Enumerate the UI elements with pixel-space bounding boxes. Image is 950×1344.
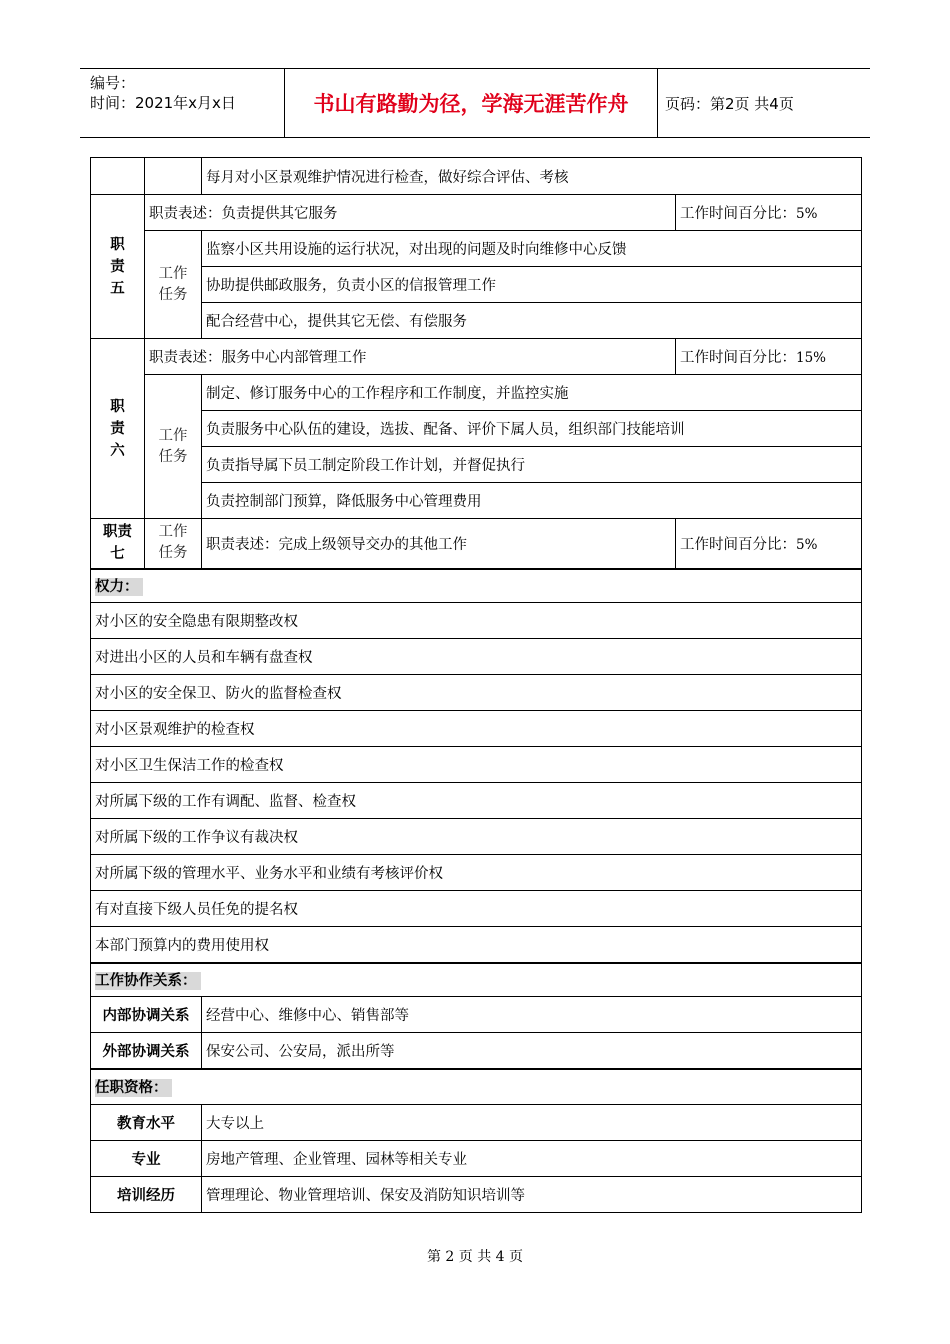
duty6-task-row (91, 447, 862, 483)
duty5-task-2: 协助提供邮政服务，负责小区的信报管理工作 (202, 267, 862, 303)
authority-row (91, 675, 862, 711)
authority-row (91, 891, 862, 927)
authority-item: 对小区卫生保洁工作的检查权 (91, 747, 862, 783)
authority-header-row (91, 569, 862, 603)
authority-item: 对所属下级的工作有调配、监督、检查权 (91, 783, 862, 819)
duty5-task-label: 工作 任务 (145, 231, 202, 339)
authority-row (91, 747, 862, 783)
header-motto: 书山有路勤为径，学海无涯苦作舟 (284, 69, 658, 137)
qualification-title: 任职资格： (91, 1069, 862, 1105)
duty4-task: 每月对小区景观维护情况进行检查，做好综合评估、考核 (202, 158, 862, 195)
duty6-description-row (91, 339, 862, 375)
authority-title: 权力： (91, 569, 862, 603)
duty7-description: 职责表述：完成上级领导交办的其他工作 (202, 519, 676, 569)
authority-item: 对所属下级的工作争议有裁决权 (91, 819, 862, 855)
internal-coordination-value: 经营中心、维修中心、销售部等 (202, 997, 862, 1033)
internal-coordination-label: 内部协调关系 (91, 997, 202, 1033)
training-row (91, 1177, 862, 1213)
authority-row (91, 639, 862, 675)
internal-coordination-row (91, 997, 862, 1033)
duty6-label: 职 责 六 (91, 339, 145, 519)
duty4-label-cell (91, 158, 145, 195)
duty4-task-row (91, 158, 862, 195)
header-page-number: 页码：第2页 共4页 (665, 94, 794, 113)
duty4-task-label-cell (145, 158, 202, 195)
duty6-description: 职责表述：服务中心内部管理工作 (145, 339, 676, 375)
page-footer: 第 2 页 共 4 页 (426, 1249, 524, 1265)
duty5-label: 职 责 五 (91, 195, 145, 339)
major-value: 房地产管理、企业管理、园林等相关专业 (202, 1141, 862, 1177)
duty6-task-4: 负责控制部门预算，降低服务中心管理费用 (202, 483, 862, 519)
duty6-time-percentage: 工作时间百分比：15% (676, 339, 862, 375)
authority-row (91, 927, 862, 963)
qualification-header-row (91, 1069, 862, 1105)
education-value: 大专以上 (202, 1105, 862, 1141)
authority-item: 对小区的安全保卫、防火的监督检查权 (91, 675, 862, 711)
training-label: 培训经历 (91, 1177, 202, 1213)
authority-item: 有对直接下级人员任免的提名权 (91, 891, 862, 927)
cooperation-title: 工作协作关系： (91, 963, 862, 997)
duty6-task-row (91, 483, 862, 519)
duty7-time-percentage: 工作时间百分比：5% (676, 519, 862, 569)
header-meta (80, 69, 284, 137)
external-coordination-row (91, 1033, 862, 1069)
duty6-task-row (91, 375, 862, 411)
duty6-task-3: 负责指导属下员工制定阶段工作计划，并督促执行 (202, 447, 862, 483)
duty5-time-percentage: 工作时间百分比：5% (676, 195, 862, 231)
duty5-task-row (91, 303, 862, 339)
authority-item: 对小区的安全隐患有限期整改权 (91, 603, 862, 639)
authority-item: 对进出小区的人员和车辆有盘查权 (91, 639, 862, 675)
cooperation-header-row (91, 963, 862, 997)
duty5-description-row (91, 195, 862, 231)
authority-row (91, 711, 862, 747)
external-coordination-value: 保安公司、公安局，派出所等 (202, 1033, 862, 1069)
page-header (80, 68, 870, 138)
education-row (91, 1105, 862, 1141)
duty5-task-row (91, 267, 862, 303)
duty5-task-row (91, 231, 862, 267)
duty7-task-label: 工作 任务 (145, 519, 202, 569)
authority-item: 本部门预算内的费用使用权 (91, 927, 862, 963)
document-number-label: 编号： (90, 74, 136, 92)
duty6-task-2: 负责服务中心队伍的建设，选拔、配备、评价下属人员，组织部门技能培训 (202, 411, 862, 447)
document-date: 时间：2021年x月x日 (90, 94, 236, 112)
job-description-table (90, 157, 862, 1213)
major-row (91, 1141, 862, 1177)
education-label: 教育水平 (91, 1105, 202, 1141)
duty7-label: 职责 七 (91, 519, 145, 569)
authority-item: 对所属下级的管理水平、业务水平和业绩有考核评价权 (91, 855, 862, 891)
training-value: 管理理论、物业管理培训、保安及消防知识培训等 (202, 1177, 862, 1213)
duty6-task-row (91, 411, 862, 447)
duty6-task-1: 制定、修订服务中心的工作程序和工作制度，并监控实施 (202, 375, 862, 411)
duty5-description: 职责表述：负责提供其它服务 (145, 195, 676, 231)
duty7-row (91, 519, 862, 569)
duty6-task-label: 工作 任务 (145, 375, 202, 519)
duty5-task-3: 配合经营中心，提供其它无偿、有偿服务 (202, 303, 862, 339)
duty5-task-1: 监察小区共用设施的运行状况，对出现的问题及时向维修中心反馈 (202, 231, 862, 267)
authority-row (91, 783, 862, 819)
major-label: 专业 (91, 1141, 202, 1177)
authority-row (91, 603, 862, 639)
authority-item: 对小区景观维护的检查权 (91, 711, 862, 747)
authority-row (91, 819, 862, 855)
authority-row (91, 855, 862, 891)
external-coordination-label: 外部协调关系 (91, 1033, 202, 1069)
